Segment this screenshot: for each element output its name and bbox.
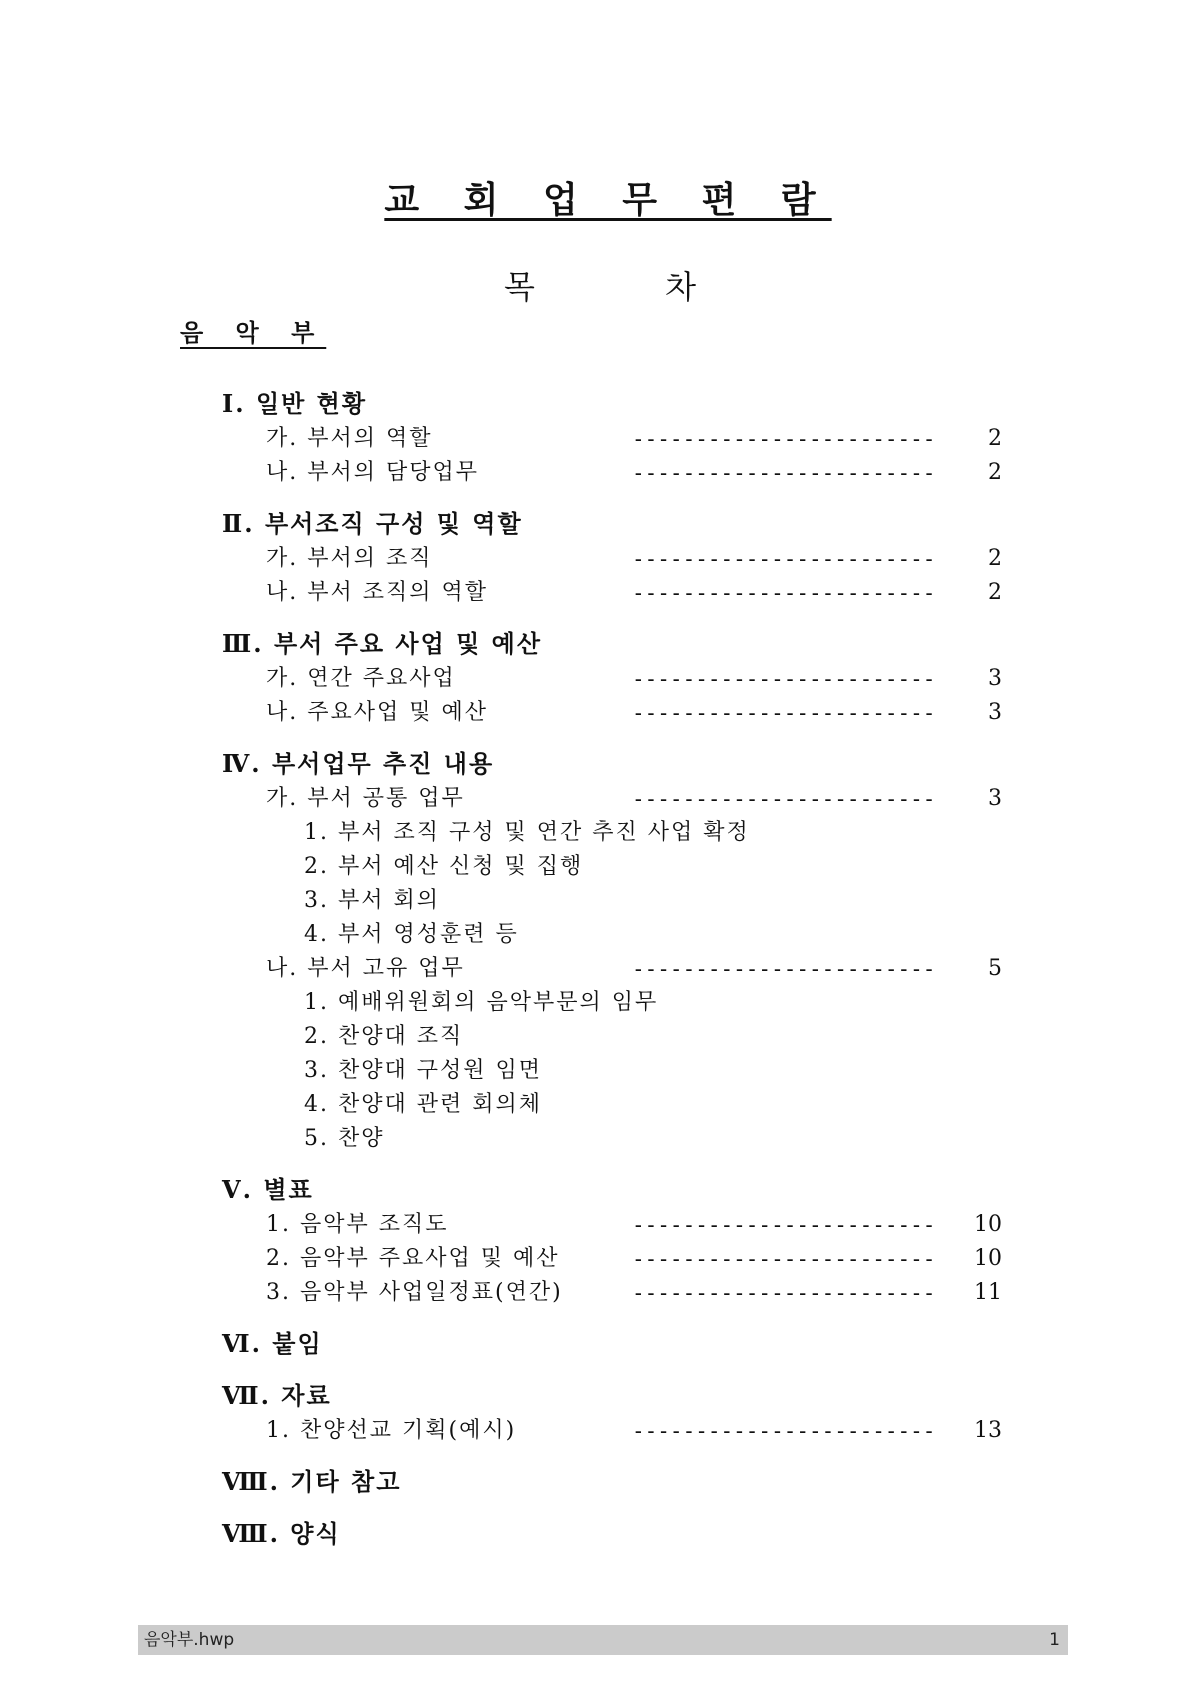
toc-leader-dashes: ------------------------ xyxy=(632,701,936,725)
toc-subentry xyxy=(222,850,1002,884)
toc-entry xyxy=(222,952,1002,986)
toc-leader-dashes: ------------------------ xyxy=(632,787,936,811)
toc-entry-label: 2. 찬양대 조직 xyxy=(304,1024,464,1049)
toc-entry-label: 나. 부서의 담당업무 xyxy=(266,460,479,485)
toc-subentry xyxy=(222,1088,1002,1122)
toc-entry-label: 3. 음악부 사업일정표(연간) xyxy=(266,1280,563,1305)
toc-section-title: Ⅰ. 일반 현황 xyxy=(222,389,368,418)
toc-page-number: 10 xyxy=(974,1212,1002,1237)
toc-entry-label: 나. 부서 고유 업무 xyxy=(266,956,465,981)
toc-leader-dashes: ------------------------ xyxy=(632,427,936,451)
toc-entry-label: 가. 연간 주요사업 xyxy=(266,666,456,691)
toc-page-number: 2 xyxy=(988,460,1002,485)
department-label: 음 악 부 xyxy=(180,318,327,347)
toc-section-title: Ⅲ. 부서 주요 사업 및 예산 xyxy=(222,629,543,658)
toc-leader-dashes: ------------------------ xyxy=(632,667,936,691)
footer-page-number: 1 xyxy=(1049,1630,1060,1650)
toc-entry-label: 3. 부서 회의 xyxy=(304,888,440,913)
toc-section xyxy=(222,1516,1002,1552)
toc-leader-dashes: ------------------------ xyxy=(632,957,936,981)
toc-entry xyxy=(222,782,1002,816)
toc-leader-dashes: ------------------------ xyxy=(632,1213,936,1237)
toc-entry xyxy=(222,1242,1002,1276)
toc-entry-label: 2. 음악부 주요사업 및 예산 xyxy=(266,1246,560,1271)
toc-entry-label: 2. 부서 예산 신청 및 집행 xyxy=(304,854,584,879)
toc-section-title: Ⅶ. 자료 xyxy=(222,1381,332,1410)
toc-entry xyxy=(222,662,1002,696)
toc-section xyxy=(222,386,1002,490)
toc-entry-label: 나. 부서 조직의 역할 xyxy=(266,580,488,605)
page-footer xyxy=(138,1625,1068,1655)
table-of-contents xyxy=(222,386,1002,1568)
toc-section xyxy=(222,746,1002,1156)
toc-heading: 목 차 xyxy=(504,268,756,306)
toc-leader-dashes: ------------------------ xyxy=(632,547,936,571)
toc-page-number: 11 xyxy=(974,1280,1002,1305)
toc-page-number: 2 xyxy=(988,546,1002,571)
toc-page-number: 2 xyxy=(988,580,1002,605)
toc-entry xyxy=(222,1276,1002,1310)
toc-subentry xyxy=(222,816,1002,850)
toc-entry xyxy=(222,576,1002,610)
toc-entry-label: 1. 부서 조직 구성 및 연간 추진 사업 확정 xyxy=(304,820,750,845)
toc-page-number: 2 xyxy=(988,426,1002,451)
toc-entry-label: 가. 부서 공통 업무 xyxy=(266,786,465,811)
toc-subentry xyxy=(222,986,1002,1020)
toc-page-number: 13 xyxy=(974,1418,1002,1443)
footer-filename: 음악부.hwp xyxy=(144,1630,235,1650)
toc-section xyxy=(222,626,1002,730)
toc-section xyxy=(222,1172,1002,1310)
toc-section xyxy=(222,1464,1002,1500)
document-title xyxy=(0,172,1200,223)
toc-entry-label: 나. 주요사업 및 예산 xyxy=(266,700,488,725)
toc-entry-label: 4. 부서 영성훈련 등 xyxy=(304,922,519,947)
document-title-text: 교 회 업 무 편 람 xyxy=(384,179,832,221)
toc-section-title: Ⅷ. 양식 xyxy=(222,1519,341,1548)
toc-page-number: 3 xyxy=(988,666,1002,691)
toc-section xyxy=(222,506,1002,610)
toc-section-title: Ⅴ. 별표 xyxy=(222,1175,314,1204)
toc-leader-dashes: ------------------------ xyxy=(632,461,936,485)
toc-entry-label: 1. 찬양선교 기획(예시) xyxy=(266,1418,517,1443)
toc-subentry xyxy=(222,1054,1002,1088)
toc-leader-dashes: ------------------------ xyxy=(632,1419,936,1443)
toc-entry-label: 1. 음악부 조직도 xyxy=(266,1212,449,1237)
toc-entry xyxy=(222,1414,1002,1448)
toc-page-number: 10 xyxy=(974,1246,1002,1271)
toc-page-number: 5 xyxy=(988,956,1002,981)
toc-subentry xyxy=(222,1020,1002,1054)
toc-subentry xyxy=(222,1122,1002,1156)
toc-section xyxy=(222,1378,1002,1448)
toc-section xyxy=(222,1326,1002,1362)
toc-page-number: 3 xyxy=(988,786,1002,811)
toc-entry-label: 1. 예배위원회의 음악부문의 임무 xyxy=(304,990,659,1015)
toc-entry-label: 가. 부서의 역할 xyxy=(266,426,433,451)
toc-entry xyxy=(222,1208,1002,1242)
toc-page-number: 3 xyxy=(988,700,1002,725)
toc-entry-label: 3. 찬양대 구성원 임면 xyxy=(304,1058,542,1083)
toc-entry xyxy=(222,542,1002,576)
toc-section-title: Ⅵ. 붙임 xyxy=(222,1329,323,1358)
toc-leader-dashes: ------------------------ xyxy=(632,1281,936,1305)
toc-leader-dashes: ------------------------ xyxy=(632,581,936,605)
toc-subentry xyxy=(222,918,1002,952)
toc-entry-label: 5. 찬양 xyxy=(304,1126,385,1151)
toc-entry xyxy=(222,456,1002,490)
toc-section-title: Ⅳ. 부서업무 추진 내용 xyxy=(222,749,495,778)
toc-leader-dashes: ------------------------ xyxy=(632,1247,936,1271)
toc-entry xyxy=(222,422,1002,456)
toc-entry-label: 4. 찬양대 관련 회의체 xyxy=(304,1092,542,1117)
toc-entry xyxy=(222,696,1002,730)
toc-section-title: Ⅷ. 기타 참고 xyxy=(222,1467,402,1496)
toc-section-title: Ⅱ. 부서조직 구성 및 역할 xyxy=(222,509,523,538)
toc-subentry xyxy=(222,884,1002,918)
toc-entry-label: 가. 부서의 조직 xyxy=(266,546,433,571)
